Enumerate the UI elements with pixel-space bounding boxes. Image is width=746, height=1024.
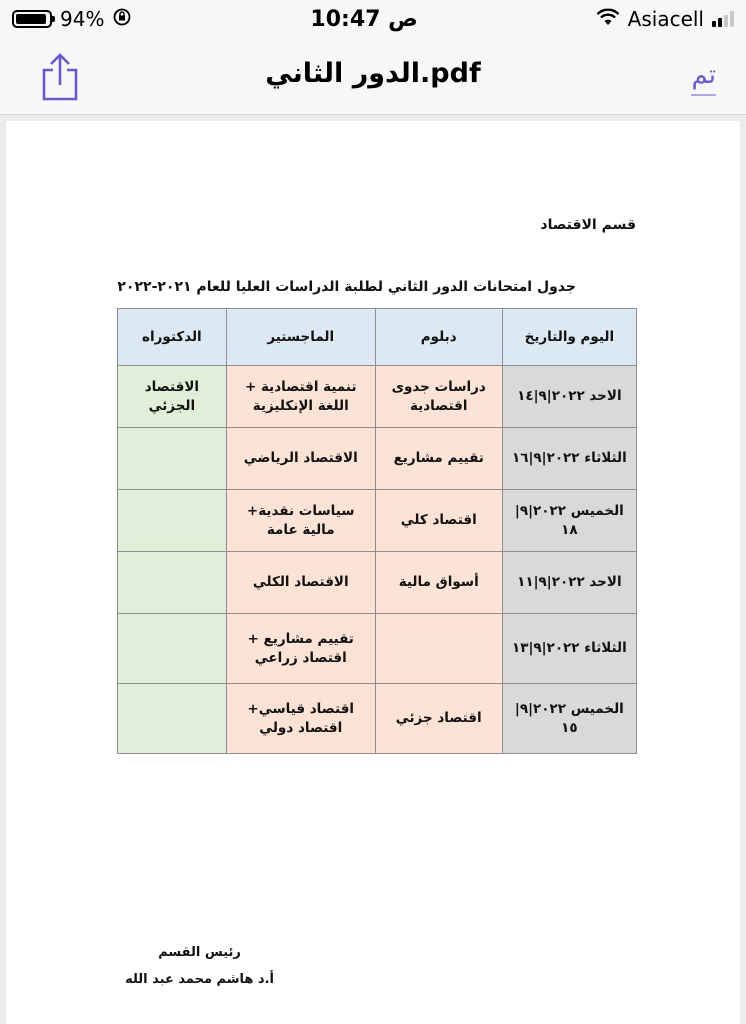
nav-bar	[0, 38, 746, 115]
table-row	[118, 428, 637, 490]
diploma-cell	[375, 614, 502, 684]
document-viewer[interactable]	[0, 115, 746, 1024]
done-button[interactable]	[691, 60, 716, 90]
day-cell: الاحد ٢٠٢٢|٩|١٤	[502, 366, 636, 428]
battery-percent: 94%	[60, 7, 105, 31]
diploma-cell: دراسات جدوى اقتصادية	[375, 366, 502, 428]
day-cell: الثلاثاء ٢٠٢٢|٩|١٦	[502, 428, 636, 490]
status-right	[596, 7, 734, 31]
orientation-lock-icon	[112, 7, 132, 32]
battery-icon	[12, 10, 52, 28]
day-cell: الخميس ٢٠٢٢|٩|١٨	[502, 490, 636, 552]
masters-cell: سياسات نقدية+ مالية عامة	[226, 490, 375, 552]
diploma-cell: اقتصاد جزئي	[375, 684, 502, 754]
signature-block	[125, 939, 274, 994]
masters-cell: تنمية اقتصادية + اللغة الإنكليزية	[226, 366, 375, 428]
header-doctorate: الدكتوراه	[118, 309, 227, 366]
done-label: تم	[691, 60, 716, 90]
department-name: قسم الاقتصاد	[540, 217, 636, 233]
table-title: جدول امتحانات الدور الثاني لطلبة الدراسات العليا للعام ٢٠٢١-٢٠٢٢	[117, 279, 576, 295]
doctorate-cell: الاقتصاد الجزئي	[118, 366, 227, 428]
table-header-row	[118, 309, 637, 366]
day-cell: الخميس ٢٠٢٢|٩|١٥	[502, 684, 636, 754]
diploma-cell: اقتصاد كلي	[375, 490, 502, 552]
doctorate-cell	[118, 614, 227, 684]
table-row	[118, 490, 637, 552]
doctorate-cell	[118, 490, 227, 552]
doctorate-cell	[118, 552, 227, 614]
table-row	[118, 552, 637, 614]
status-bar	[0, 0, 746, 38]
status-left	[12, 7, 132, 32]
carrier-name: Asiacell	[627, 7, 704, 31]
exam-schedule-table	[117, 308, 637, 754]
doctorate-cell	[118, 684, 227, 754]
diploma-cell: تقييم مشاريع	[375, 428, 502, 490]
masters-cell: الاقتصاد الكلي	[226, 552, 375, 614]
clock: 10:47 ص	[310, 6, 418, 32]
table-row	[118, 684, 637, 754]
table-row	[118, 614, 637, 684]
masters-cell: تقييم مشاريع + اقتصاد زراعي	[226, 614, 375, 684]
diploma-cell: أسواق مالية	[375, 552, 502, 614]
doctorate-cell	[118, 428, 227, 490]
masters-cell: الاقتصاد الرياضي	[226, 428, 375, 490]
header-diploma: دبلوم	[375, 309, 502, 366]
pdf-page	[6, 121, 740, 1024]
header-masters: الماجستير	[226, 309, 375, 366]
document-title: الدور الثاني.pdf	[265, 58, 481, 89]
day-cell: الثلاثاء ٢٠٢٢|٩|١٣	[502, 614, 636, 684]
signal-icon	[712, 11, 734, 27]
header-day: اليوم والتاريخ	[502, 309, 636, 366]
table-row	[118, 366, 637, 428]
signature-role: رئيس القسم	[158, 945, 241, 960]
masters-cell: اقتصاد قياسي+ اقتصاد دولي	[226, 684, 375, 754]
wifi-icon	[596, 7, 620, 31]
day-cell: الاحد ٢٠٢٢|٩|١١	[502, 552, 636, 614]
signature-name: أ.د هاشم محمد عبد الله	[125, 972, 274, 988]
